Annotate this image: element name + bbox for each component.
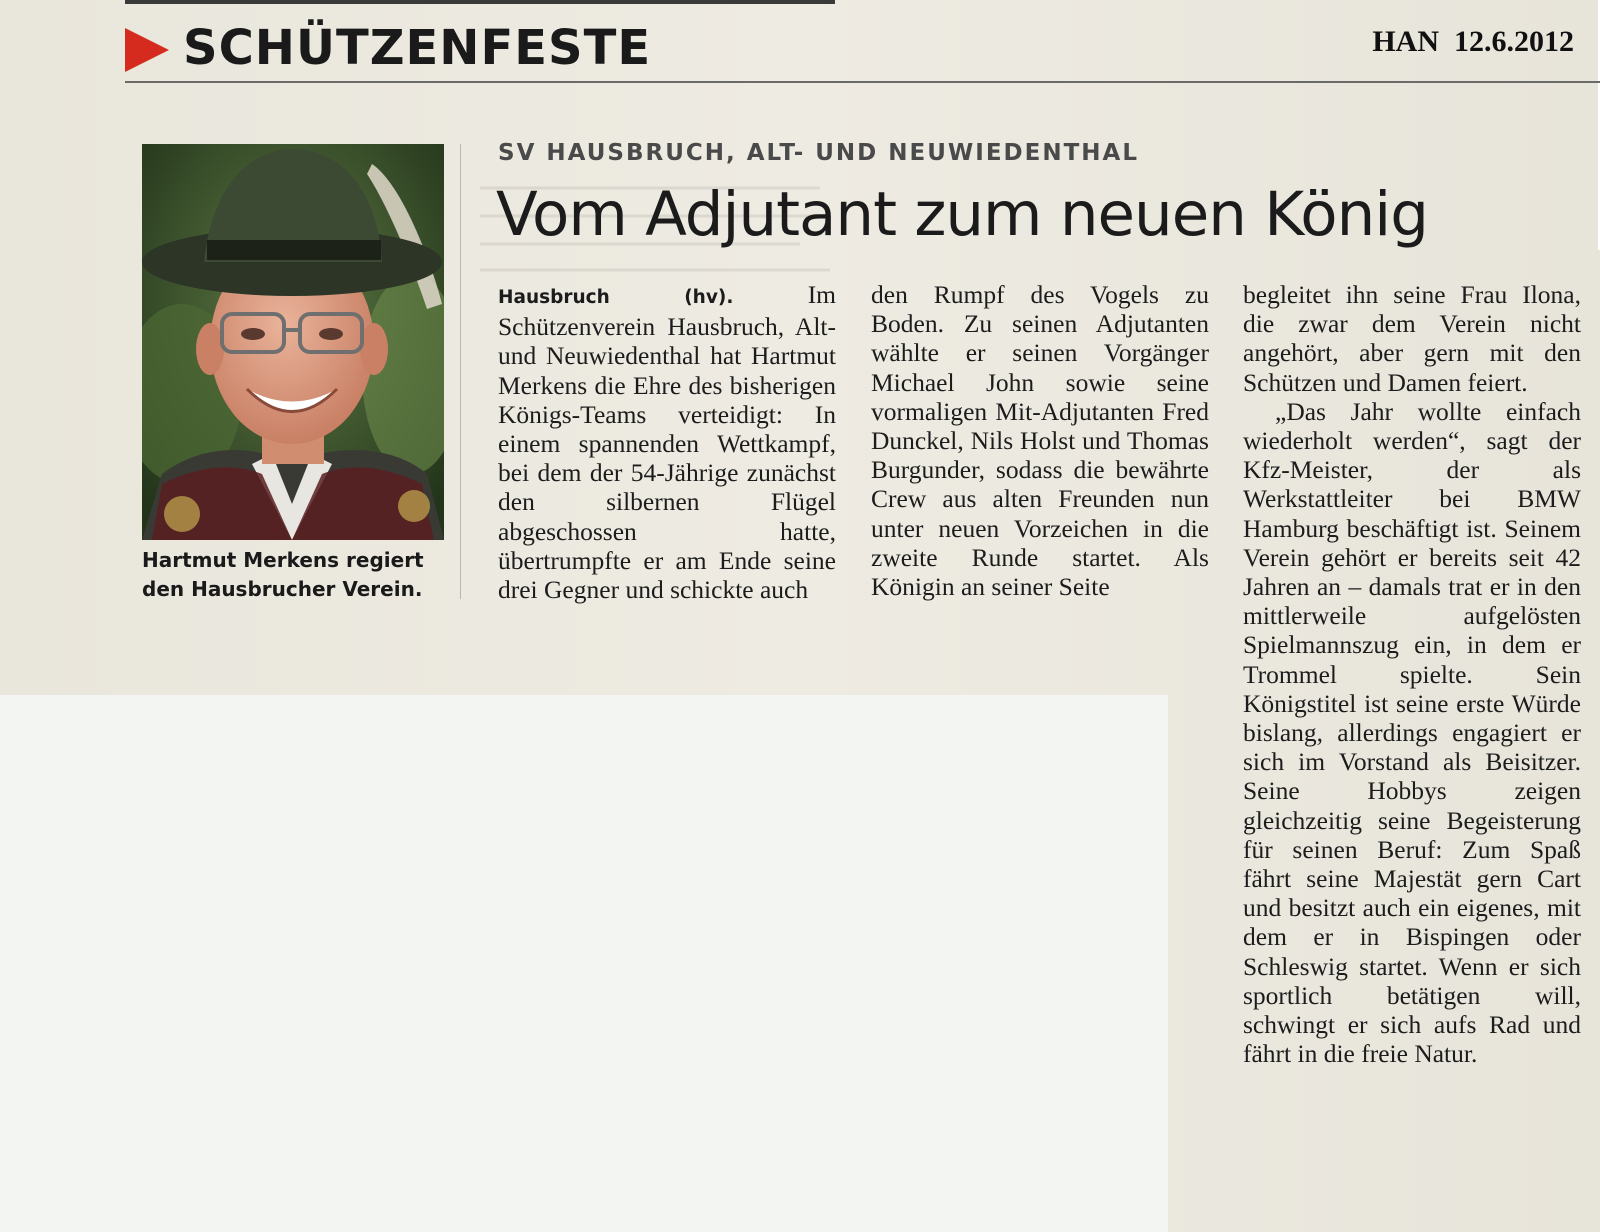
- caption-line: den Hausbrucher Verein.: [142, 577, 423, 601]
- section-title: SCHÜTZENFESTE: [183, 20, 652, 76]
- blank-scan-area: [0, 695, 1168, 1232]
- article-kicker: SV HAUSBRUCH, ALT- UND NEUWIEDENTHAL: [498, 140, 1140, 166]
- article-headline: Vom Adjutant zum neuen König: [496, 179, 1428, 250]
- top-rule: [125, 0, 835, 4]
- column-text: den Rumpf des Vogels zu Boden. Zu seinen Adjutanten wählte er seinen Vorgänger Michael John sowie seine vormaligen Mit-Adjutanten Fred Dunckel, Nils Holst und Thomas Burgunder, sodass die bewährte Crew aus alten Freunden nun unter neuen Vorzeichen in die zweite Runde startet. Als Königin an seiner Seite: [871, 280, 1209, 602]
- column-divider: [460, 144, 461, 599]
- column-paragraph: „Das Jahr wollte einfach wiederholt werden“, sagt der Kfz-Meister, der als Werkstattleiter bei BMW Hamburg beschäftigt ist. Seinem Verein gehört er bereits seit 42 Jahren an – damals trat er in den mittlerweile aufgelösten Spielmannszug ein, in dem er Trommel spielte. Sein Königstitel ist seine erste Würde bislang, allerdings engagiert er sich im Vorstand als Beisitzer. Seine Hobbys zeigen gleichzeitig seine Begeisterung für seinen Beruf: Zum Spaß fährt seine Majestät gern Cart und besitzt auch ein eigenes, mit dem er in Bispingen oder Schleswig startet. Wenn er sich sportlich betätigen will, schwingt er sich aufs Rad und fährt in die freie Natur.: [1243, 396, 1581, 1069]
- header-rule: [125, 81, 1600, 83]
- caption-line: Hartmut Merkens regiert: [142, 548, 424, 572]
- portrait-photo: [142, 144, 444, 540]
- article-column-3: [1243, 280, 1581, 1068]
- article-dateline: Hausbruch (hv).: [498, 287, 734, 308]
- source-date-stamp: HAN 12.6.2012: [1372, 25, 1574, 58]
- article-column-2: [871, 280, 1209, 601]
- column-paragraph: begleitet ihn seine Frau Ilona, die zwar dem Verein nicht angehört, aber gern mit den Schützen und Damen feiert.: [1243, 280, 1581, 397]
- article-column-1: [498, 280, 836, 604]
- section-arrow-icon: [125, 28, 169, 72]
- column-text: Im Schützenverein Hausbruch, Alt- und Neuwiedenthal hat Hartmut Merkens die Ehre des bisherigen Königs-Teams verteidigt: In einem spannenden Wettkampf, bei dem der 54-Jährige zunächst den silbernen Flügel abgeschossen hatte, übertrumpfte er am Ende seine drei Gegner und schickte auch: [498, 280, 837, 605]
- photo-caption: [142, 546, 462, 604]
